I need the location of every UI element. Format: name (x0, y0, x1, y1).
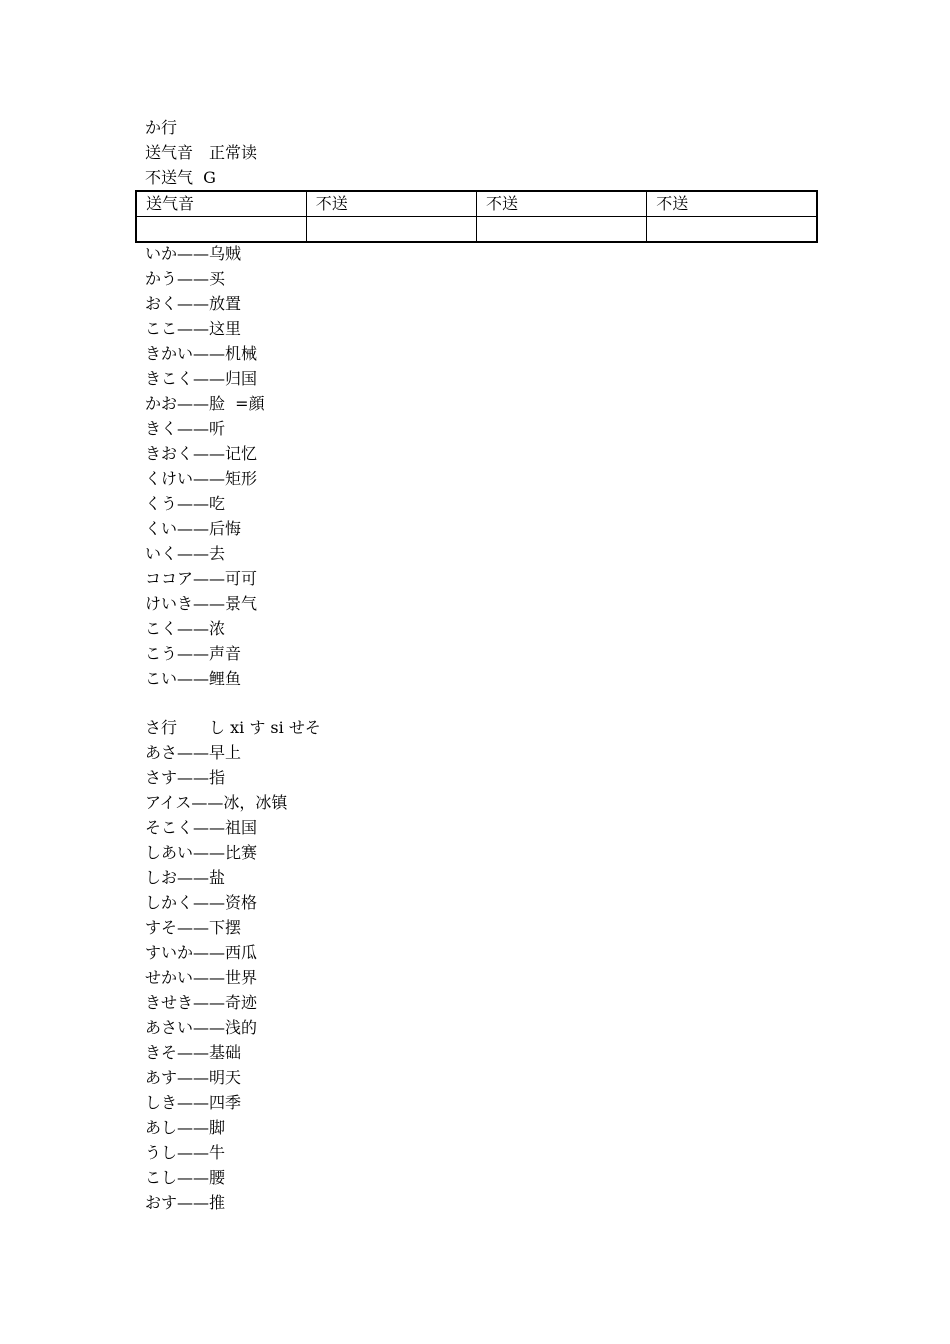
vocab-item: あし——脚 (145, 1118, 226, 1137)
ka-note-unaspirated: 不送气 G (145, 168, 216, 187)
vocab-item: きこく——归国 (145, 369, 258, 388)
vocab-item: きそ——基础 (145, 1043, 242, 1062)
vocab-item: せかい——世界 (145, 968, 258, 987)
vocab-item: きかい——机械 (145, 344, 258, 363)
table-cell: 送气音 (136, 191, 306, 217)
vocab-item: しお——盐 (145, 868, 226, 887)
vocab-item: いか——乌贼 (145, 244, 242, 263)
vocab-item: そこく——祖国 (145, 818, 258, 837)
table-cell (647, 217, 817, 243)
vocab-item: きせき——奇迹 (145, 993, 258, 1012)
table-cell: 不送 (477, 191, 647, 217)
vocab-item: しき——四季 (145, 1093, 242, 1112)
table-cell (136, 217, 306, 243)
table-row (136, 217, 817, 243)
vocab-item: けいき——景气 (145, 594, 258, 613)
vocab-item: うし——牛 (145, 1143, 226, 1162)
vocab-item: すいか——西瓜 (145, 943, 258, 962)
vocab-item: しあい——比赛 (145, 843, 258, 862)
vocab-item: ここ——这里 (145, 319, 242, 338)
vocab-item: かう——买 (145, 269, 226, 288)
vocab-item: アイス——冰，冰镇 (145, 793, 288, 812)
vocab-item: こし——腰 (145, 1168, 226, 1187)
vocab-item: こく——浓 (145, 619, 226, 638)
vocab-item: しかく——资格 (145, 893, 258, 912)
table-cell: 不送 (647, 191, 817, 217)
vocab-item: くう——吃 (145, 494, 226, 513)
vocab-item: かお——脸 =顔 (145, 394, 265, 413)
vocab-item: きおく——记忆 (145, 444, 258, 463)
table-cell (306, 217, 476, 243)
ka-note-aspirated: 送气音 正常读 (145, 143, 258, 162)
vocab-item: あす——明天 (145, 1068, 242, 1087)
vocab-item: あさい——浅的 (145, 1018, 258, 1037)
vocab-item: さす——指 (145, 768, 226, 787)
vocab-item: きく——听 (145, 419, 226, 438)
sa-row-heading: さ行 し xi す si せそ (145, 718, 321, 737)
vocab-item: ココア——可可 (145, 569, 258, 588)
vocab-item: あさ——早上 (145, 743, 242, 762)
vocab-item: おす——推 (145, 1193, 226, 1212)
vocab-item: いく——去 (145, 544, 226, 563)
vocab-item: くい——后悔 (145, 519, 242, 538)
table-row (136, 191, 817, 217)
vocab-item: こう——声音 (145, 644, 242, 663)
vocab-item: すそ——下摆 (145, 918, 242, 937)
ka-row-heading: か行 (145, 118, 178, 137)
vocab-item: くけい——矩形 (145, 469, 258, 488)
vocab-item: おく——放置 (145, 294, 242, 313)
vocab-item: こい——鲤鱼 (145, 669, 242, 688)
aspiration-table (135, 190, 818, 243)
table-cell (477, 217, 647, 243)
table-cell: 不送 (306, 191, 476, 217)
